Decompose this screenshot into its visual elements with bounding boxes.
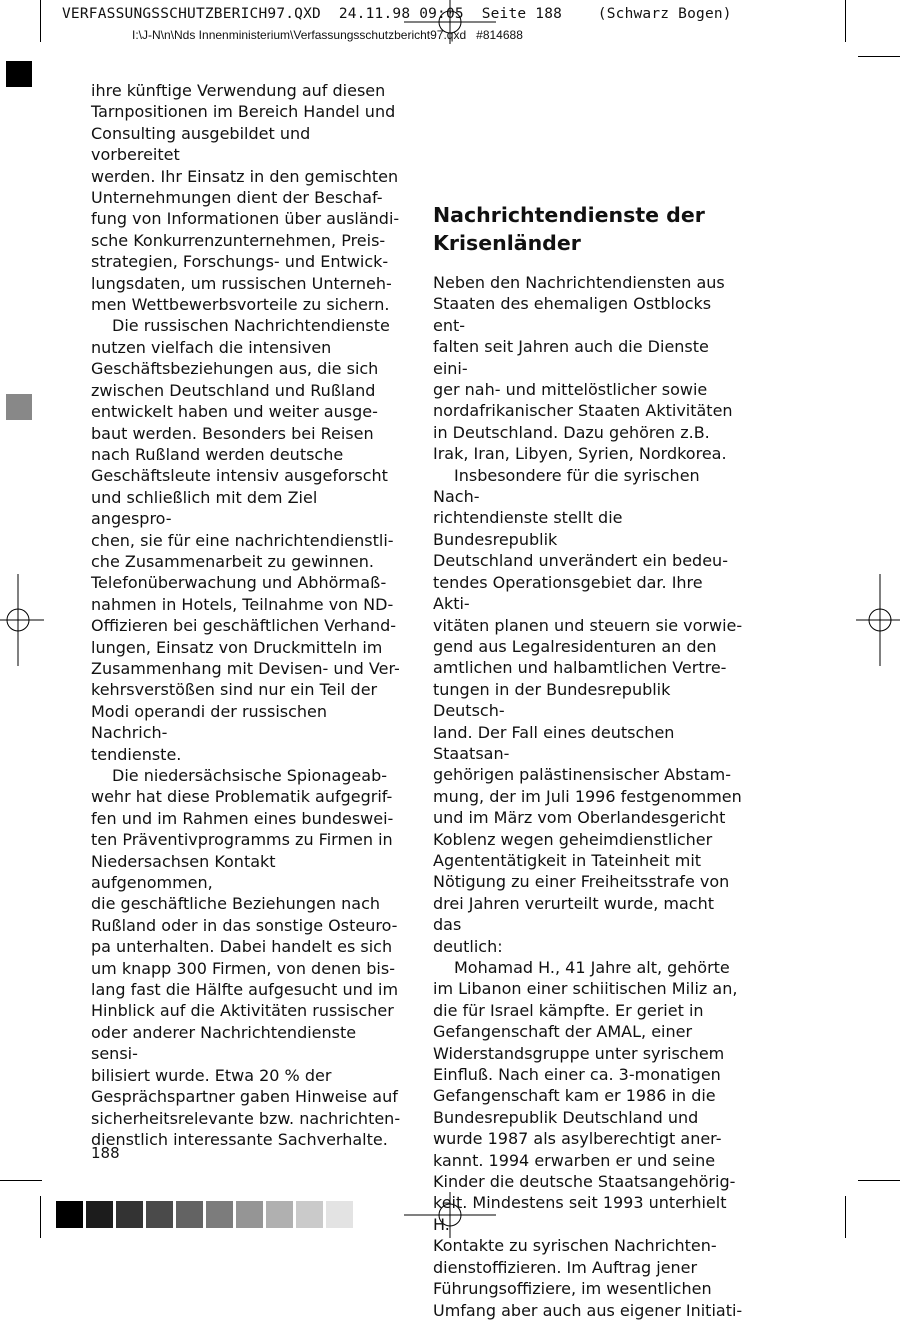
section-heading: Nachrichtendienste der Krisenländer <box>433 203 705 255</box>
gray-swatch <box>206 1201 233 1228</box>
paragraph: Mohamad H., 41 Jahre alt, gehörte im Libanon einer schiitischen Miliz an, die für Israel kämpfte. Er geriet in Gefangenschaft der AMAL, einer Widerstandsgruppe unter syrischem Einfluß. Nach einer ca. 3-monatigen Gefangenschaft kam er 1986 in die Bundesrepublik Deutschland und wurde 1987 als asylberechtigt aner- kannt. 1994 erwarben er und seine Kinder die deutsche Staatsangehörig- keit. Mindestens seit 1993 unterhielt H. Kontakte zu syrischen Nachrichten- dienstoffizieren. Im Auftrag jener Führungsoffiziere, im wesentlichen Umfang aber auch aus eigener Initiati- <box>433 958 743 1320</box>
crop-mark-top-right-h <box>858 56 900 57</box>
gray-swatch <box>326 1201 353 1228</box>
crop-mark-bottom-right-v <box>845 1196 846 1238</box>
registration-mark-right <box>856 574 900 666</box>
corner-marker-block <box>6 61 32 87</box>
gray-swatch <box>56 1201 83 1228</box>
gray-swatch <box>176 1201 203 1228</box>
gray-swatch <box>296 1201 323 1228</box>
crop-mark-top-right-v <box>845 0 846 42</box>
paragraph: Neben den Nachrichtendiensten aus Staaten des ehemaligen Ostblocks ent- falten seit Jahren auch die Dienste eini- ger nah- und mittelöstlicher sowie nordafrikanischer Staaten Aktivitäten in Deutschland. Dazu gehören z.B. Irak, Iran, Libyen, Syrien, Nordkorea. <box>433 273 733 464</box>
section-side-marker <box>6 394 32 420</box>
registration-mark-left <box>0 574 44 666</box>
gray-swatch <box>236 1201 263 1228</box>
gray-scale-bar <box>56 1201 353 1228</box>
paragraph: Die russischen Nachrichtendienste nutzen vielfach die intensiven Geschäftsbeziehungen aus, die sich zwischen Deutschland und Rußland entwickelt haben und weiter ausge- baut werden. Besonders bei Reisen nach Rußland werden deutsche Geschäftsleute intensiv ausgeforscht und schließlich mit dem Ziel angespro- chen, sie für eine nachrichtendienstli- che Zusammenarbeit zu gewinnen. Telefonüberwachung und Abhörmaß- nahmen in Hotels, Teilnahme von ND- Offizieren bei geschäftlichen Verhand- lungen, Einsatz von Druckmitteln im Zusammenhang mit Devisen- und Ver- kehrsverstößen sind nur ein Teil der Modi operandi der russischen Nachrich- tendienste. <box>91 316 400 764</box>
gray-swatch <box>266 1201 293 1228</box>
gray-swatch <box>116 1201 143 1228</box>
paragraph: Insbesondere für die syrischen Nach- richtendienste stellt die Bundesrepublik Deutschland unverändert ein bedeu- tendes Operationsgebiet dar. Ihre Akti- vitäten planen und steuern sie vorwie- gend aus Legalresidenturen an den amtlichen und halbamtlichen Vertre- tungen in der Bundesrepublik Deutsch- land. Der Fall eines deutschen Staatsan- gehörigen palästinensischer Abstam- mung, der im Juli 1996 festgenommen und im März vom Oberlandesgericht Koblenz wegen geheimdienstlicher Agententätigkeit in Tateinheit mit Nötigung zu einer Freiheitsstrafe von drei Jahren verurteilt wurde, macht das deutlich: <box>433 465 743 956</box>
gray-swatch <box>146 1201 173 1228</box>
paragraph: ihre künftige Verwendung auf diesen Tarnpositionen im Bereich Handel und Consulting ausgebildet und vorbereitet werden. Ihr Einsatz in den gemischten Unternehmungen dient der Beschaf- fung von Informationen über ausländi- sche Konkurrenzunternehmen, Preis- strategien, Forschungs- und Entwick- lungsdaten, um russischen Unterneh- men Wettbewerbsvorteile zu sichern. <box>91 81 400 315</box>
crop-mark-top-left-v <box>40 0 41 42</box>
page-number: 188 <box>91 1144 120 1162</box>
crop-mark-bottom-right-h <box>858 1180 900 1181</box>
file-slug-line: VERFASSUNGSSCHUTZBERICH97.QXD 24.11.98 09:05 Seite 188 (Schwarz Bogen) <box>62 6 732 22</box>
registration-mark-top <box>404 0 496 44</box>
crop-mark-bottom-left-v <box>40 1196 41 1238</box>
crop-mark-bottom-left-h <box>0 1180 42 1181</box>
paragraph: Die niedersächsische Spionageab- wehr hat diese Problematik aufgegrif- fen und im Rahmen eines bundeswei- ten Präventivprogramms zu Firmen in Niedersachsen Kontakt aufgenommen, die geschäftliche Beziehungen nach Rußland oder in das sonstige Osteuro- pa unterhalten. Dabei handelt es sich um knapp 300 Firmen, von denen bis- lang fast die Hälfte aufgesucht und im Hinblick auf die Aktivitäten russischer oder anderer Nachrichtendienste sensi- bilisiert wurde. Etwa 20 % der Gesprächspartner gaben Hinweise auf sicherheitsrelevante bzw. nachrichten- dienstlich interessante Sachverhalte. <box>91 766 401 1149</box>
right-text-column <box>433 272 743 1321</box>
file-path-line: I:\J-N\n\Nds Innenministerium\Verfassungsschutzbericht97.qxd #814688 <box>132 28 523 42</box>
gray-swatch <box>86 1201 113 1228</box>
left-text-column <box>91 80 401 1150</box>
